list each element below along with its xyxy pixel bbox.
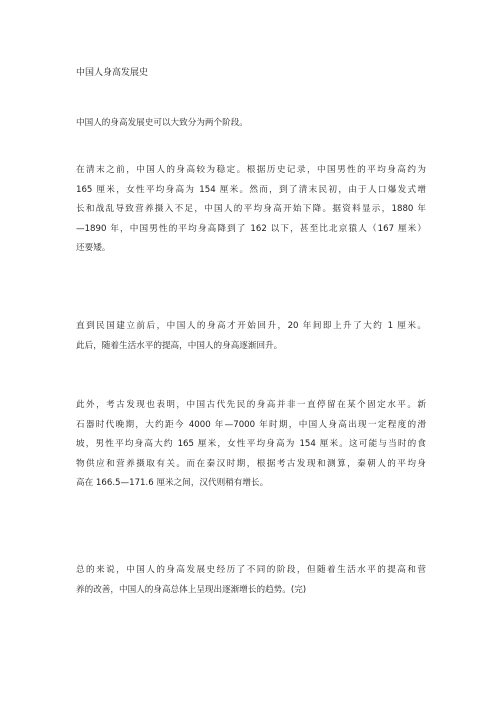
paragraph-intro xyxy=(76,114,426,134)
paragraph-republic-era xyxy=(76,317,426,356)
paragraph-qing-dynasty xyxy=(76,161,426,259)
paragraph-line: 直到民国建立前后，中国人的身高才开始回升，20 年间即上升了大约 1 厘米。 xyxy=(76,321,426,331)
paragraph-line: 在清末之前，中国人的身高较为稳定。根据历史记录，中国男性的平均身高约为 xyxy=(76,165,426,175)
paragraph-line: 高在 166.5—171.6 厘米之间，汉代则稍有增长。 xyxy=(76,478,269,488)
paragraph-conclusion xyxy=(76,561,426,600)
paragraph-line: 总的来说，中国人的身高发展史经历了不同的阶段，但随着生活水平的提高和营 xyxy=(76,565,426,575)
paragraph-line: 此后，随着生活水平的提高，中国人的身高逐渐回升。 xyxy=(76,340,283,351)
paragraph-line: 还要矮。 xyxy=(76,243,111,253)
paragraph-line: 此外，考古发现也表明，中国古代先民的身高并非一直停留在某个固定水平。新 xyxy=(76,400,426,410)
document-title: 中国人身高发展史 xyxy=(76,68,149,78)
paragraph-line: 165 厘米，女性平均身高为 154 厘米。然而，到了清末民初，由于人口爆发式增 xyxy=(76,184,426,195)
paragraph-line: 长和战乱导致营养摄入不足，中国人的平均身高开始下降。据资料显示，1880 年 xyxy=(76,204,426,214)
paragraph-line: 中国人的身高发展史可以大致分为两个阶段。 xyxy=(76,118,248,128)
paragraph-line: 石器时代晚期，大约距今 4000 年—7000 年时期，中国人身高出现一定程度的滑 xyxy=(76,419,426,430)
paragraph-line: 养的改善，中国人的身高总体上呈现出逐渐增长的趋势。(完) xyxy=(76,584,307,595)
paragraph-archaeology xyxy=(76,396,426,494)
paragraph-line: 物供应和营养摄取有关。而在秦汉时期，根据考古发现和测算，秦朝人的平均身 xyxy=(76,458,426,469)
paragraph-line: —1890 年，中国男性的平均身高降到了 162 以下，甚至比北京猿人（167 厘米） xyxy=(76,223,426,234)
paragraph-line: 坡，男性平均身高大约 165 厘米，女性平均身高为 154 厘米。这可能与当时的食 xyxy=(76,439,426,449)
